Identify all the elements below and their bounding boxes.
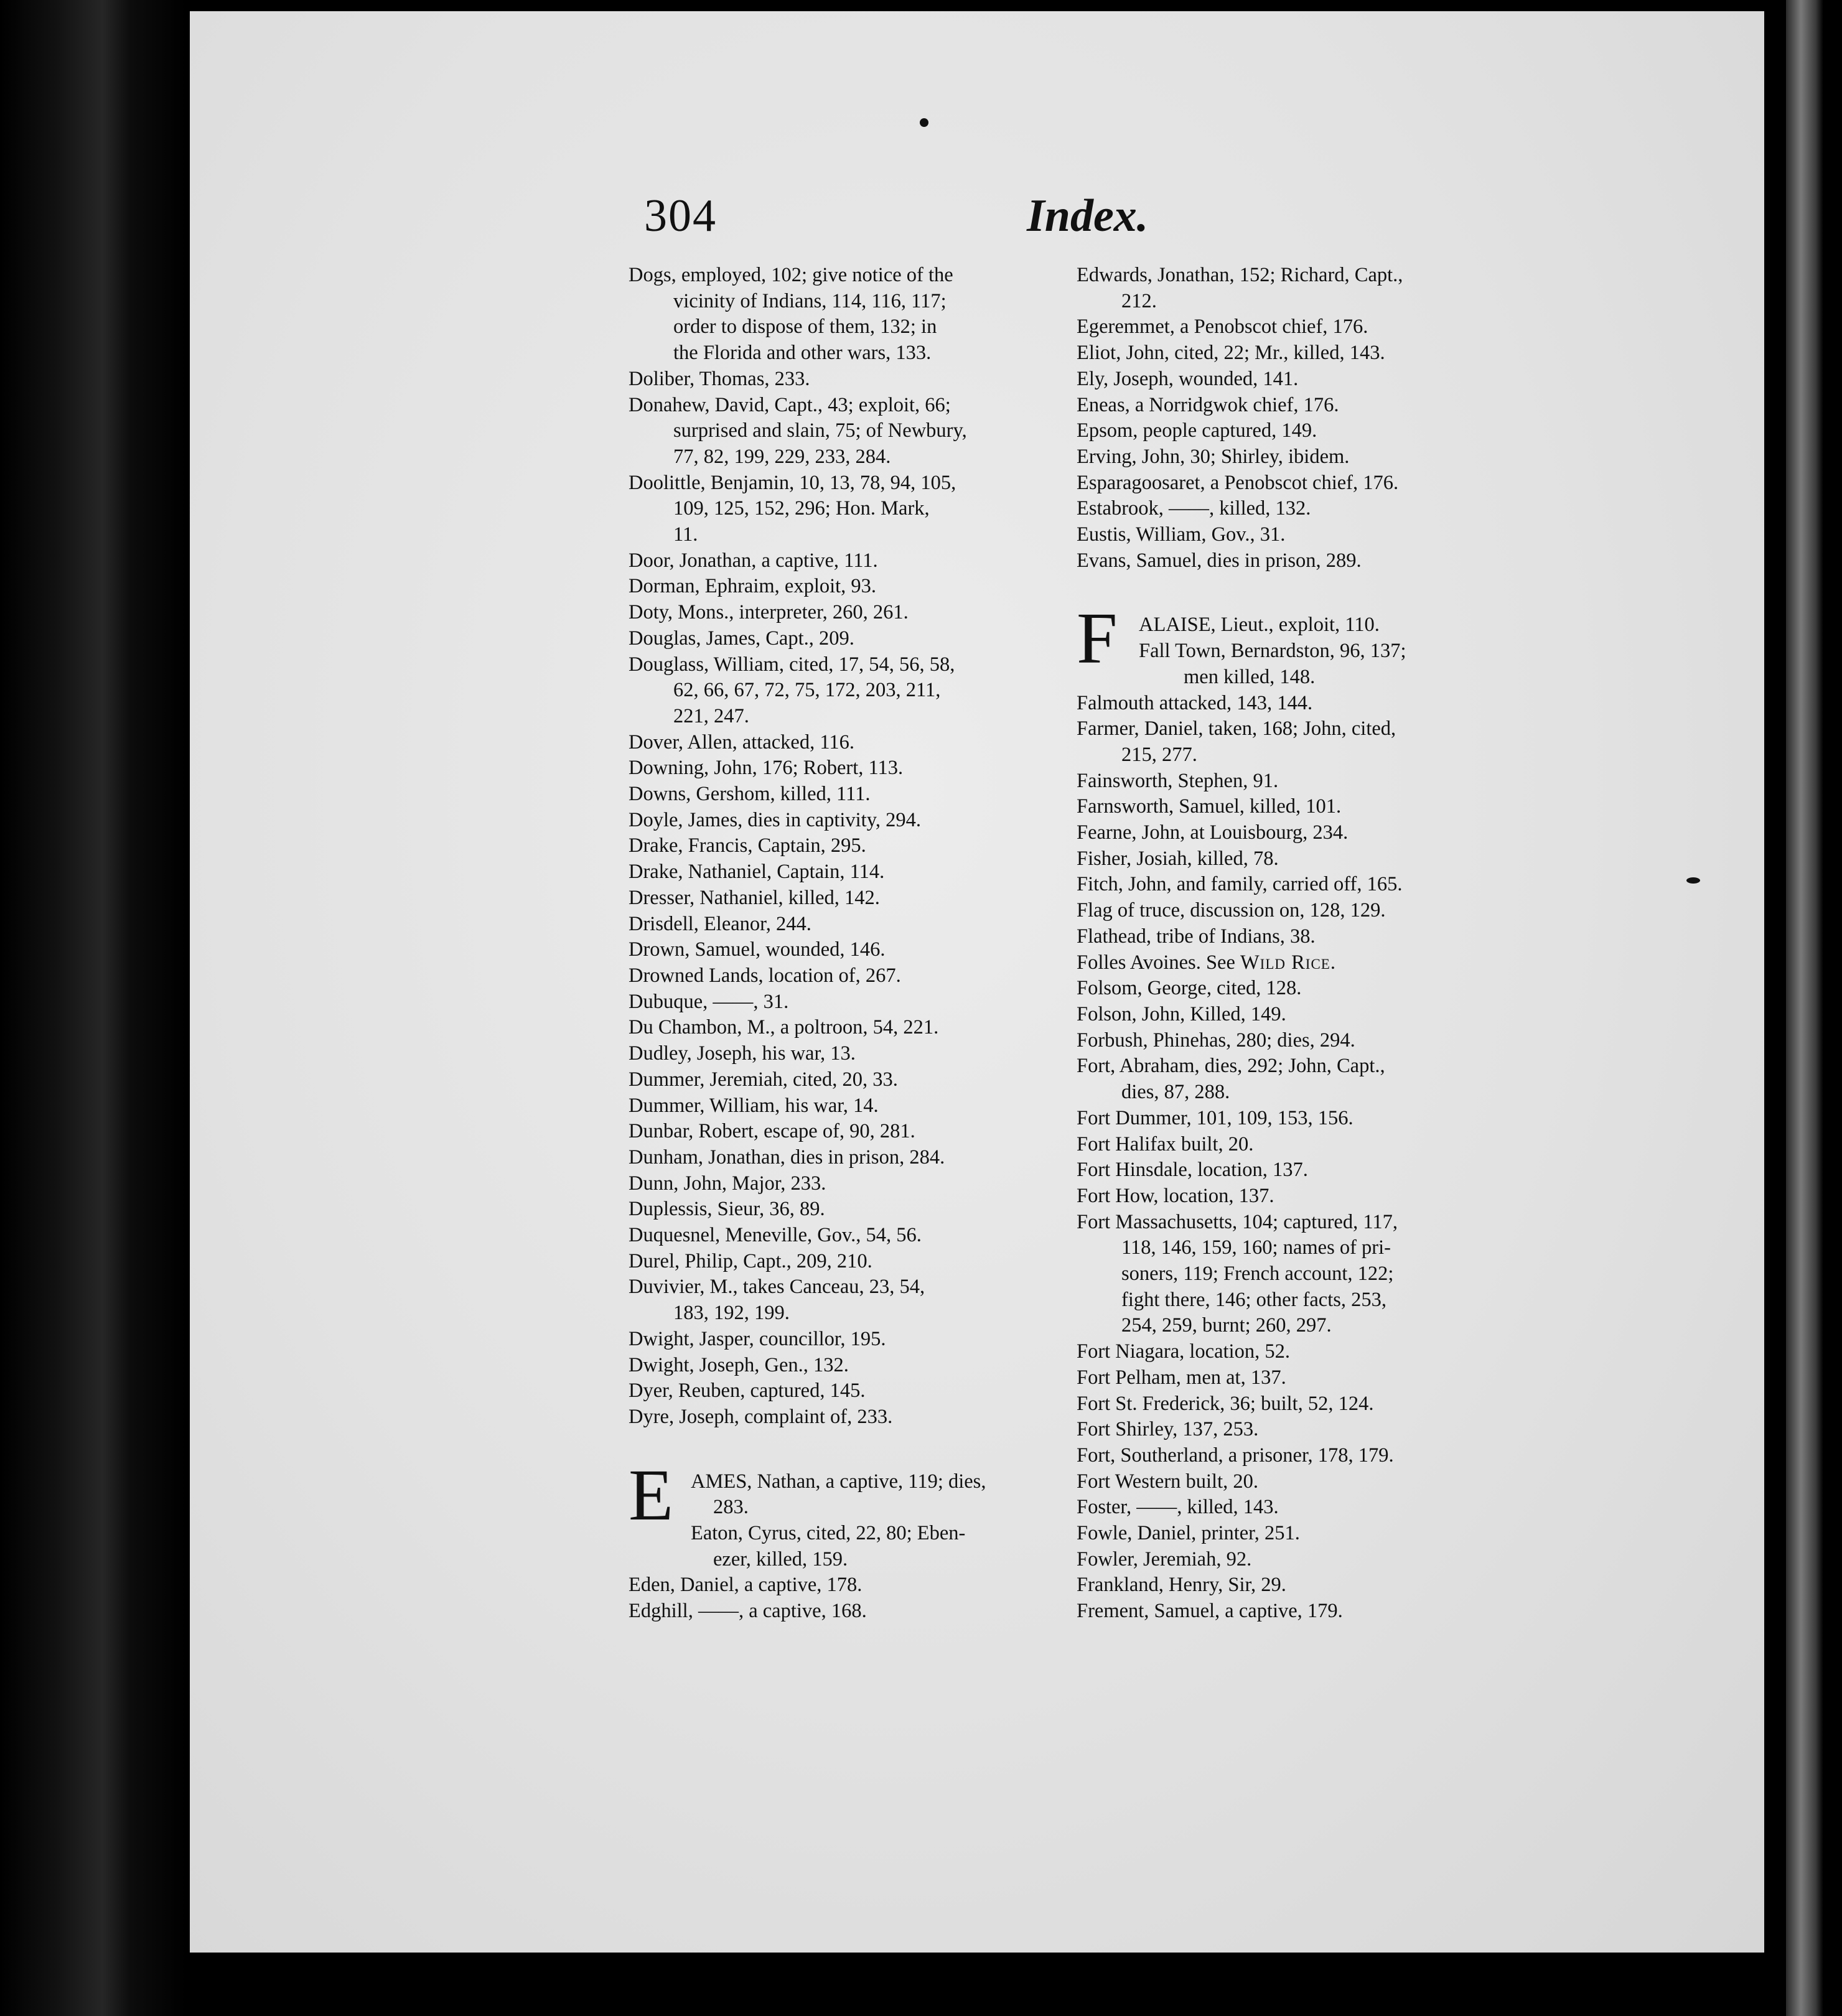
index-entry: Drisdell, Eleanor, 244. <box>629 912 811 935</box>
index-entry: Forbush, Phinehas, 280; dies, 294. <box>1077 1029 1355 1052</box>
index-entry: Fowle, Daniel, printer, 251. <box>1077 1522 1300 1545</box>
index-entry: Drowned Lands, location of, 267. <box>629 964 901 987</box>
index-entry: Frement, Samuel, a captive, 179. <box>1077 1600 1343 1623</box>
index-entry: Fall Town, Bernardston, 96, 137; <box>1139 640 1406 663</box>
index-entry: Edghill, ——, a captive, 168. <box>629 1600 867 1623</box>
index-entry: Frankland, Henry, Sir, 29. <box>1077 1574 1286 1597</box>
index-entry: Dresser, Nathaniel, killed, 142. <box>629 886 880 909</box>
index-entry: Esparagoosaret, a Penobscot chief, 176. <box>1077 471 1399 494</box>
index-entry: AMES, Nathan, a captive, 119; dies, <box>691 1470 986 1493</box>
index-entry: Duquesnel, Meneville, Gov., 54, 56. <box>629 1224 922 1247</box>
index-entry: Drown, Samuel, wounded, 146. <box>629 938 886 961</box>
index-entry: Dwight, Jasper, councillor, 195. <box>629 1327 886 1350</box>
index-entry: Fort Massachusetts, 104; captured, 117, <box>1077 1210 1398 1233</box>
index-entry-continuation: 109, 125, 152, 296; Hon. Mark, <box>673 497 930 520</box>
cross-reference-target: Wild Rice. <box>1240 951 1336 974</box>
index-entry: Door, Jonathan, a captive, 111. <box>629 549 878 572</box>
index-entry: Epsom, people captured, 149. <box>1077 419 1317 442</box>
index-entry: Fort, Abraham, dies, 292; John, Capt., <box>1077 1055 1385 1078</box>
index-column-left <box>629 263 1052 1625</box>
index-entry: Dwight, Joseph, Gen., 132. <box>629 1353 849 1376</box>
index-entry: Dogs, employed, 102; give notice of the <box>629 264 953 286</box>
index-entry: Dunbar, Robert, escape of, 90, 281. <box>629 1120 915 1143</box>
index-entry: Doty, Mons., interpreter, 260, 261. <box>629 601 909 624</box>
index-entry: Fearne, John, at Louisbourg, 234. <box>1077 821 1349 844</box>
index-entry: Ely, Joseph, wounded, 141. <box>1077 367 1299 390</box>
index-entry-continuation: surprised and slain, 75; of Newbury, <box>673 419 967 442</box>
index-entry: Fort Western built, 20. <box>1077 1470 1258 1493</box>
index-entry: Falmouth attacked, 143, 144. <box>1077 691 1313 714</box>
index-entry: Donahew, David, Capt., 43; exploit, 66; <box>629 393 951 416</box>
index-entry: Fort Dummer, 101, 109, 153, 156. <box>1077 1106 1353 1129</box>
index-entry-cross-reference <box>1077 950 1500 976</box>
index-entry: Durel, Philip, Capt., 209, 210. <box>629 1249 872 1272</box>
index-entry: Dudley, Joseph, his war, 13. <box>629 1042 856 1065</box>
index-entry: Fort St. Frederick, 36; built, 52, 124. <box>1077 1392 1374 1415</box>
index-entry: Dover, Allen, attacked, 116. <box>629 730 855 754</box>
index-entry: Estabrook, ——, killed, 132. <box>1077 497 1311 520</box>
index-entry-continuation: 118, 146, 159, 160; names of pri- <box>1121 1236 1391 1259</box>
page-number: 304 <box>644 190 717 241</box>
index-entry: Fort Pelham, men at, 137. <box>1077 1366 1286 1389</box>
index-entry: Drake, Nathaniel, Captain, 114. <box>629 861 885 884</box>
index-entry-continuation: 212. <box>1121 289 1157 312</box>
index-entry: Dummer, Jeremiah, cited, 20, 33. <box>629 1068 898 1091</box>
index-entry-continuation: 283. <box>713 1496 749 1519</box>
index-entry: Dunham, Jonathan, dies in prison, 284. <box>629 1146 945 1169</box>
index-entry: Douglas, James, Capt., 209. <box>629 627 854 650</box>
index-entry: Downs, Gershom, killed, 111. <box>629 783 871 806</box>
index-entry: Downing, John, 176; Robert, 113. <box>629 757 904 780</box>
index-entry: Drake, Francis, Captain, 295. <box>629 834 866 857</box>
index-entry: Eliot, John, cited, 22; Mr., killed, 143. <box>1077 342 1385 365</box>
ink-mark <box>1686 877 1700 884</box>
section-gap <box>1077 574 1500 612</box>
index-column-right <box>1077 263 1500 1625</box>
facing-page-edge <box>1764 0 1842 2016</box>
index-entry-continuation: soners, 119; French account, 122; <box>1121 1262 1394 1286</box>
book-spine-shadow <box>0 0 187 2016</box>
index-entry: Eden, Daniel, a captive, 178. <box>629 1574 863 1597</box>
index-entry: Dubuque, ——, 31. <box>629 990 789 1013</box>
drop-cap-letter: F <box>1077 597 1118 679</box>
index-entry: Flathead, tribe of Indians, 38. <box>1077 925 1316 948</box>
index-entry-continuation: 221, 247. <box>673 704 749 727</box>
index-entry-continuation: 254, 259, burnt; 260, 297. <box>1121 1314 1332 1337</box>
index-entry-continuation: fight there, 146; other facts, 253, <box>1121 1288 1386 1311</box>
index-entry-continuation: 62, 66, 67, 72, 75, 172, 203, 211, <box>673 679 941 702</box>
index-entry: Eaton, Cyrus, cited, 22, 80; Eben- <box>691 1522 966 1545</box>
index-entry-continuation: 183, 192, 199. <box>673 1302 790 1325</box>
index-entry: Dummer, William, his war, 14. <box>629 1094 879 1117</box>
index-entry: Eneas, a Norridgwok chief, 176. <box>1077 393 1339 416</box>
cross-reference-prefix: Folles Avoines. See <box>1077 951 1240 974</box>
running-title: Index. <box>1027 190 1149 241</box>
index-entry: Dorman, Ephraim, exploit, 93. <box>629 575 877 598</box>
index-entry-continuation: 77, 82, 199, 229, 233, 284. <box>673 445 891 468</box>
index-section-f <box>1077 597 1500 690</box>
index-entry: Erving, John, 30; Shirley, ibidem. <box>1077 445 1350 468</box>
ornament-dot <box>920 118 928 127</box>
index-entry: Fowler, Jeremiah, 92. <box>1077 1547 1252 1570</box>
index-entry: Farmer, Daniel, taken, 168; John, cited, <box>1077 717 1396 740</box>
index-entry: Fitch, John, and family, carried off, 165. <box>1077 873 1403 896</box>
index-entry: Dyer, Reuben, captured, 145. <box>629 1379 866 1402</box>
index-entry: Edwards, Jonathan, 152; Richard, Capt., <box>1077 264 1403 286</box>
index-entry: Fort Shirley, 137, 253. <box>1077 1418 1259 1441</box>
index-entry: Eustis, William, Gov., 31. <box>1077 523 1286 546</box>
index-entry: Fort Niagara, location, 52. <box>1077 1340 1290 1363</box>
index-entry: Doolittle, Benjamin, 10, 13, 78, 94, 105, <box>629 471 956 494</box>
index-entry: Fort Halifax built, 20. <box>1077 1132 1254 1155</box>
index-entry-continuation: the Florida and other wars, 133. <box>673 342 932 365</box>
index-entry-continuation: order to dispose of them, 132; in <box>673 315 937 338</box>
index-entry: Egeremmet, a Penobscot chief, 176. <box>1077 315 1368 338</box>
index-entry: Folson, John, Killed, 149. <box>1077 1002 1286 1025</box>
facing-page-sliver <box>1786 0 1823 2016</box>
index-entry: Doyle, James, dies in captivity, 294. <box>629 808 921 831</box>
index-entry: Farnsworth, Samuel, killed, 101. <box>1077 795 1342 818</box>
index-entry: Fainsworth, Stephen, 91. <box>1077 769 1279 792</box>
index-entry: Dunn, John, Major, 233. <box>629 1172 826 1195</box>
index-entry: Du Chambon, M., a poltroon, 54, 221. <box>629 1016 939 1039</box>
index-entry-continuation: 215, 277. <box>1121 743 1197 766</box>
index-entry: Duvivier, M., takes Canceau, 23, 54, <box>629 1276 925 1299</box>
index-entry: Duplessis, Sieur, 36, 89. <box>629 1198 825 1221</box>
drop-cap-letter: E <box>629 1454 674 1536</box>
section-gap <box>629 1430 1052 1469</box>
index-entry: Flag of truce, discussion on, 128, 129. <box>1077 899 1386 922</box>
index-entry-continuation: men killed, 148. <box>1184 665 1316 688</box>
index-entry-continuation: dies, 87, 288. <box>1121 1081 1230 1104</box>
index-entry: Fort How, location, 137. <box>1077 1184 1274 1207</box>
index-entry: Foster, ——, killed, 143. <box>1077 1496 1279 1519</box>
index-entry: Evans, Samuel, dies in prison, 289. <box>1077 549 1362 572</box>
index-entry-continuation: 11. <box>673 523 698 546</box>
index-entry-continuation: ezer, killed, 159. <box>713 1547 848 1570</box>
index-entry: Fisher, Josiah, killed, 78. <box>1077 847 1279 870</box>
index-entry-continuation: vicinity of Indians, 114, 116, 117; <box>673 289 947 312</box>
index-section-e <box>629 1454 1052 1573</box>
index-entry: Fort, Southerland, a prisoner, 178, 179. <box>1077 1444 1394 1467</box>
index-entry: Fort Hinsdale, location, 137. <box>1077 1159 1308 1182</box>
index-entry: ALAISE, Lieut., exploit, 110. <box>1139 614 1380 637</box>
index-entry: Douglass, William, cited, 17, 54, 56, 58, <box>629 653 955 676</box>
index-entry: Folsom, George, cited, 128. <box>1077 977 1302 1000</box>
index-entry: Dyre, Joseph, complaint of, 233. <box>629 1405 893 1428</box>
index-entry: Doliber, Thomas, 233. <box>629 367 810 390</box>
